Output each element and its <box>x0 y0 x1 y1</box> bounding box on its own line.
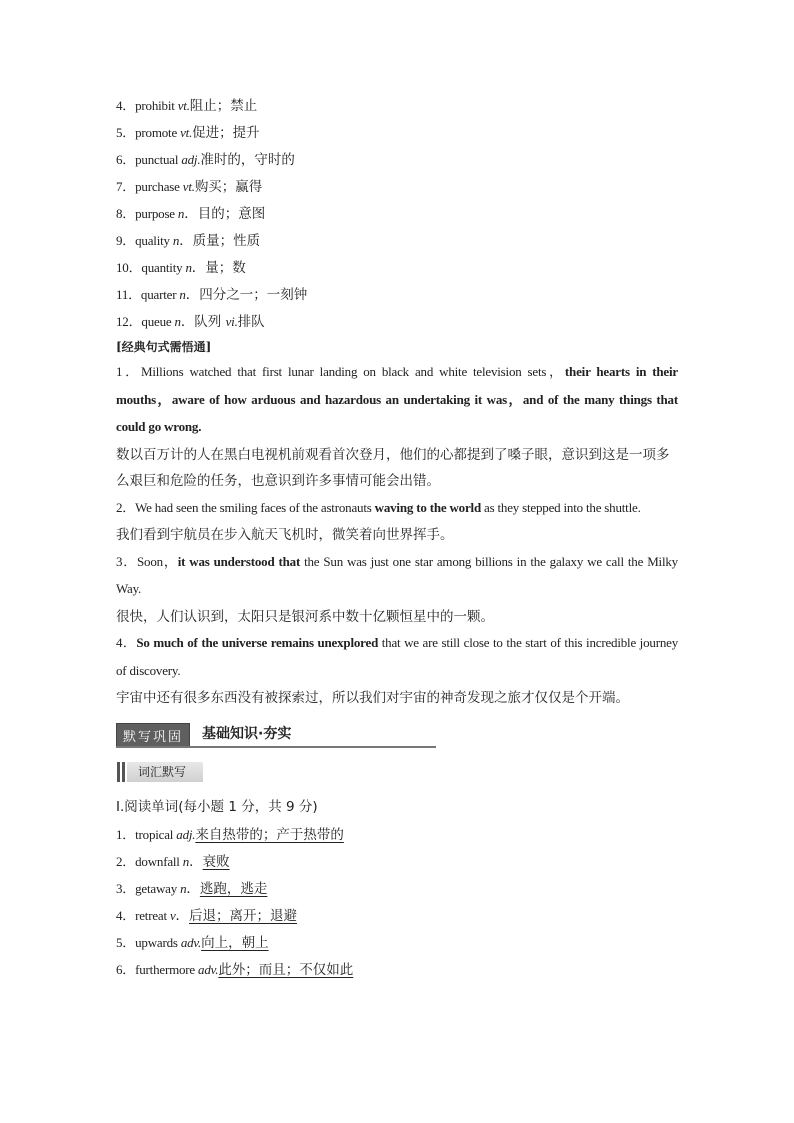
sentence-text: as they stepped into the shuttle. <box>480 499 641 515</box>
vocab-meaning: 排队 <box>237 314 265 330</box>
part-of-speech: n <box>177 206 185 221</box>
sentence-text: We had seen the smiling faces of the astronauts <box>135 499 375 515</box>
item-number: 12． <box>116 314 142 329</box>
sentence-key-phrase: it was understood that <box>177 553 301 569</box>
vocab-meaning: 促进；提升 <box>192 125 260 141</box>
exercise-word: retreat <box>135 907 170 923</box>
section-heading: [经典句式需悟通] <box>116 340 212 354</box>
item-number: 2． <box>116 499 136 515</box>
sentence-key-phrase: their hearts in their mouths，aware of how arduous and hazardous an undertaking it was，and of the many things that could go wrong. <box>116 364 678 434</box>
part-of-speech: adv. <box>180 934 202 950</box>
item-number: 3． <box>116 553 138 569</box>
part-of-speech: n <box>174 314 181 329</box>
vocab-meaning: ．四分之一；一刻钟 <box>185 287 308 303</box>
vocab-meaning: 购买；赢得 <box>194 179 263 195</box>
item-number: 3． <box>116 880 136 896</box>
banner-rule <box>116 746 436 748</box>
vocab-item <box>116 119 678 146</box>
exercise-answer: 逃跑，逃走 <box>199 880 268 897</box>
sentence-english <box>116 359 678 442</box>
item-number: 8． <box>116 206 136 221</box>
part-of-speech: n <box>185 260 192 275</box>
vocab-word: queue <box>141 314 175 329</box>
section-banner <box>116 720 678 750</box>
part-of-speech: n <box>179 287 186 302</box>
sentence-item <box>116 359 678 495</box>
part-of-speech: n <box>172 233 180 248</box>
separator: ． <box>189 853 203 870</box>
sentence-text: that we are still close to the start of this incredible journey of discovery. <box>116 635 678 678</box>
item-number: 10． <box>116 260 142 275</box>
sentence-english <box>116 630 678 685</box>
vocab-word: quality <box>135 233 173 248</box>
banner-title: 基础知识·夯实 <box>202 725 292 742</box>
sentence-english <box>116 495 678 523</box>
sentence-text: the Sun was just one star among billions in the galaxy we call the Milky Way. <box>116 553 678 596</box>
item-number: 9． <box>116 233 136 248</box>
sentence-translation: 数以百万计的人在黑白电视机前观看首次登月，他们的心都提到了嗓子眼，意识到这是一项多么艰巨和危险的任务，也意识到许多事情可能会出错。 <box>116 446 670 489</box>
vocab-item <box>116 227 678 254</box>
sentence-translation: 宇宙中还有很多东西没有被探索过，所以我们对宇宙的神奇发现之旅才仅仅是个开端。 <box>116 690 629 706</box>
exercise-item <box>116 956 678 983</box>
vocab-meaning: ．目的；意图 <box>184 206 266 222</box>
vocab-item <box>116 173 678 200</box>
exercise-word: getaway <box>135 880 181 896</box>
sentence-text: Millions watched that first lunar landing on black and white television sets， <box>140 364 565 379</box>
item-number: 5． <box>116 125 136 140</box>
sentence-item <box>116 630 678 712</box>
subsection-label: 词汇默写 <box>138 764 187 779</box>
part-of-speech: vi. <box>225 314 238 329</box>
document-page <box>116 92 678 983</box>
part-of-speech: adj. <box>181 152 201 167</box>
vocab-word: quarter <box>140 287 180 302</box>
vocab-item <box>116 254 678 281</box>
part-of-speech: n <box>180 880 187 896</box>
vocab-word: prohibit <box>135 98 178 113</box>
item-number: 2． <box>116 853 136 869</box>
exercise-answer: 来自热带的；产于热带的 <box>195 826 344 843</box>
exercise-answer: 此外；而且；不仅如此 <box>218 961 354 978</box>
sentence-item <box>116 495 678 549</box>
sentence-item <box>116 549 678 631</box>
vocab-word: promote <box>135 125 181 140</box>
item-number: 1． <box>116 826 136 842</box>
sentence-translation: 很快，人们认识到，太阳只是银河系中数十亿颗恒星中的一颗。 <box>116 608 494 625</box>
sentence-list <box>116 359 678 712</box>
vocab-item <box>116 200 678 227</box>
exercise-item <box>116 875 678 902</box>
banner-bar-decoration <box>117 762 120 782</box>
vocab-meaning: 准时的，守时的 <box>200 152 295 168</box>
item-number: 4． <box>116 907 136 923</box>
part-of-speech: n <box>182 853 190 869</box>
vocab-word: punctual <box>135 152 182 167</box>
sentence-key-phrase: waving to the world <box>374 499 481 515</box>
exercise-item <box>116 902 678 929</box>
part-of-speech: adv. <box>198 961 219 977</box>
vocab-list <box>116 92 678 335</box>
item-number: 4． <box>116 635 137 650</box>
exercise-word: upwards <box>135 934 181 950</box>
separator: ． <box>175 907 190 924</box>
part-of-speech: v <box>169 907 176 923</box>
item-number: 6． <box>116 152 136 167</box>
sentence-text: Soon， <box>137 553 178 569</box>
subsection-banner <box>116 760 678 784</box>
exercise-item <box>116 821 678 848</box>
exercise-word: tropical <box>135 826 177 842</box>
item-number: 11． <box>116 287 141 302</box>
item-number: 1． <box>116 364 141 379</box>
item-number: 6． <box>116 961 136 977</box>
part-of-speech: vt. <box>180 125 193 140</box>
part-of-speech: vt. <box>177 98 190 113</box>
exercise-item <box>116 929 678 956</box>
exercise-title: Ⅰ.阅读单词(每小题 1 分，共 9 分) <box>116 798 318 815</box>
vocab-word: purchase <box>135 179 183 194</box>
vocab-item <box>116 92 678 119</box>
exercise-answer: 衰败 <box>202 853 230 870</box>
separator: ． <box>186 880 200 897</box>
vocab-word: purpose <box>135 206 178 221</box>
vocab-meaning: 阻止；禁止 <box>189 98 258 114</box>
exercise-word: downfall <box>135 853 183 869</box>
sentence-translation: 我们看到宇航员在步入航天飞机时，微笑着向世界挥手。 <box>116 527 454 543</box>
vocab-item <box>116 146 678 173</box>
vocab-word: quantity <box>141 260 186 275</box>
banner-tag: 默写巩固 <box>116 723 190 748</box>
sentence-english <box>116 549 678 604</box>
vocab-item <box>116 308 678 335</box>
vocab-meaning: ．队列 <box>180 314 226 330</box>
part-of-speech: vt. <box>182 179 195 194</box>
vocab-meaning: ．量；数 <box>191 260 246 276</box>
exercise-list <box>116 821 678 983</box>
exercise-item <box>116 848 678 875</box>
banner-bar-decoration <box>122 762 125 782</box>
exercise-answer: 向上，朝上 <box>201 934 269 951</box>
part-of-speech: adj. <box>176 826 196 842</box>
vocab-item <box>116 281 678 308</box>
exercise-answer: 后退；离开；退避 <box>189 907 298 924</box>
item-number: 4． <box>116 98 136 113</box>
item-number: 7． <box>116 179 136 194</box>
sentence-key-phrase: So much of the universe remains unexplored <box>136 635 379 650</box>
exercise-word: furthermore <box>135 961 199 977</box>
vocab-meaning: ．质量；性质 <box>179 233 261 249</box>
item-number: 5． <box>116 934 136 950</box>
